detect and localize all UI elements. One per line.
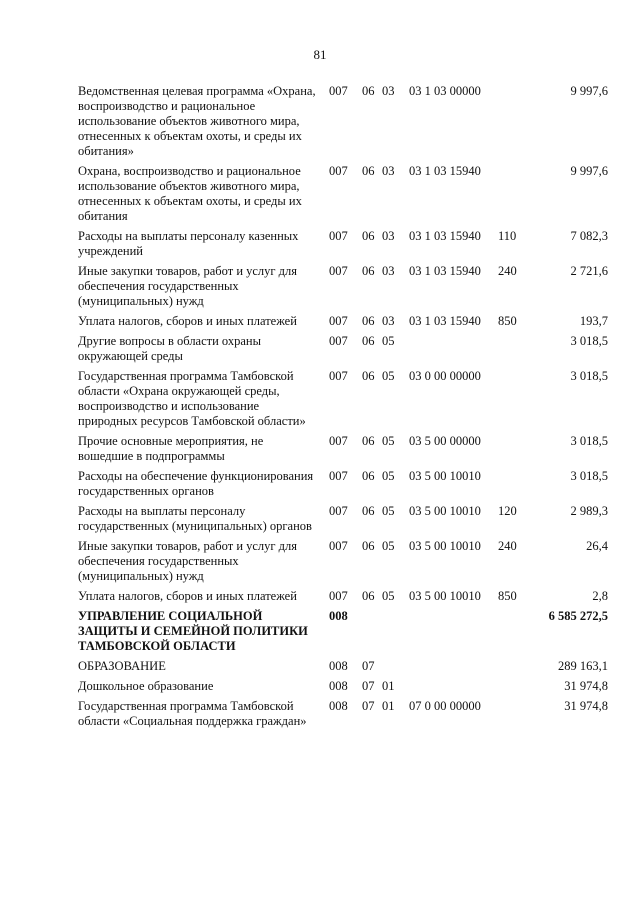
row-csr: 07 0 00 00000 — [409, 699, 481, 713]
row-pr: 03 — [382, 264, 395, 278]
table-row — [78, 164, 608, 224]
row-name: Уплата налогов, сборов и иных платежей — [78, 314, 297, 328]
table-row — [78, 434, 608, 464]
row-rz: 06 — [362, 369, 375, 383]
row-vr: 240 — [498, 539, 517, 553]
row-name: Прочие основные мероприятия, не вошедшие в подпрограммы — [78, 434, 264, 463]
table-row — [78, 539, 608, 584]
row-name: Иные закупки товаров, работ и услуг для обеспечения государственных (муниципальных) нужд — [78, 539, 298, 583]
row-name: Дошкольное образование — [78, 679, 214, 693]
table-row — [78, 469, 608, 499]
row-name: Расходы на выплаты персоналу казенных учреждений — [78, 229, 299, 258]
row-rz: 07 — [362, 679, 375, 693]
row-rz: 06 — [362, 264, 375, 278]
table-row — [78, 504, 608, 534]
row-ved: 007 — [329, 314, 348, 328]
row-sum: 2 989,3 — [570, 504, 608, 518]
row-pr: 01 — [382, 699, 395, 713]
row-sum: 289 163,1 — [558, 659, 608, 673]
row-rz: 06 — [362, 314, 375, 328]
row-sum: 31 974,8 — [564, 699, 608, 713]
table-row — [78, 314, 608, 329]
row-sum: 31 974,8 — [564, 679, 608, 693]
row-sum: 6 585 272,5 — [548, 609, 608, 623]
row-rz: 06 — [362, 229, 375, 243]
row-name: Государственная программа Тамбовской области «Охрана окружающей среды, воспроизводство и использование природных ресурсов Тамбовской области» — [78, 369, 306, 428]
row-pr: 03 — [382, 314, 395, 328]
row-ved: 007 — [329, 164, 348, 178]
row-vr: 850 — [498, 589, 517, 603]
row-ved: 008 — [329, 699, 348, 713]
table-row — [78, 264, 608, 309]
row-rz: 07 — [362, 659, 375, 673]
row-ved: 007 — [329, 469, 348, 483]
row-pr: 05 — [382, 369, 395, 383]
table-row-department — [78, 609, 608, 654]
row-pr: 05 — [382, 434, 395, 448]
row-ved: 007 — [329, 264, 348, 278]
row-csr: 03 5 00 10010 — [409, 469, 481, 483]
row-pr: 03 — [382, 164, 395, 178]
row-sum: 2 721,6 — [570, 264, 608, 278]
row-name: Государственная программа Тамбовской области «Социальная поддержка граждан» — [78, 699, 307, 728]
row-csr: 03 5 00 00000 — [409, 434, 481, 448]
row-csr: 03 1 03 15940 — [409, 229, 481, 243]
row-sum: 26,4 — [586, 539, 608, 553]
row-name: Расходы на выплаты персоналу государственных (муниципальных) органов — [78, 504, 312, 533]
row-pr: 05 — [382, 469, 395, 483]
budget-table — [78, 84, 608, 734]
table-row — [78, 84, 608, 159]
row-sum: 3 018,5 — [570, 434, 608, 448]
row-ved: 007 — [329, 84, 348, 98]
row-ved: 007 — [329, 434, 348, 448]
row-sum: 3 018,5 — [570, 369, 608, 383]
table-row — [78, 589, 608, 604]
row-rz: 06 — [362, 539, 375, 553]
row-rz: 06 — [362, 589, 375, 603]
page-number: 81 — [313, 47, 327, 62]
row-ved: 008 — [329, 679, 348, 693]
table-row — [78, 679, 608, 694]
row-name: Другие вопросы в области охраны окружающей среды — [78, 334, 262, 363]
row-vr: 240 — [498, 264, 517, 278]
row-rz: 06 — [362, 434, 375, 448]
row-name: ОБРАЗОВАНИЕ — [78, 659, 166, 673]
row-name: Уплата налогов, сборов и иных платежей — [78, 589, 297, 603]
row-sum: 9 997,6 — [570, 84, 608, 98]
row-csr: 03 1 03 00000 — [409, 84, 481, 98]
row-pr: 05 — [382, 589, 395, 603]
row-rz: 06 — [362, 504, 375, 518]
row-name: Иные закупки товаров, работ и услуг для обеспечения государственных (муниципальных) нужд — [78, 264, 298, 308]
row-name: Ведомственная целевая программа «Охрана, воспроизводство и рациональное использование объектов животного мира, отнесенных к объектам охоты, и среды их обитания» — [78, 84, 316, 158]
row-csr: 03 0 00 00000 — [409, 369, 481, 383]
table-row — [78, 369, 608, 429]
row-ved: 008 — [329, 659, 348, 673]
row-vr: 850 — [498, 314, 517, 328]
row-vr: 110 — [498, 229, 517, 243]
row-name: Охрана, воспроизводство и рациональное использование объектов животного мира, отнесенных к объектам охоты, и среды их обитания — [78, 164, 302, 223]
row-rz: 07 — [362, 699, 375, 713]
row-ved: 007 — [329, 589, 348, 603]
row-sum: 3 018,5 — [570, 469, 608, 483]
row-pr: 03 — [382, 229, 395, 243]
row-ved: 008 — [329, 609, 348, 623]
row-ved: 007 — [329, 539, 348, 553]
row-rz: 06 — [362, 334, 375, 348]
table-row — [78, 334, 608, 364]
row-rz: 06 — [362, 84, 375, 98]
row-pr: 01 — [382, 679, 395, 693]
row-csr: 03 5 00 10010 — [409, 539, 481, 553]
table-row — [78, 229, 608, 259]
row-rz: 06 — [362, 469, 375, 483]
row-sum: 2,8 — [592, 589, 608, 603]
row-ved: 007 — [329, 504, 348, 518]
row-rz: 06 — [362, 164, 375, 178]
row-pr: 03 — [382, 84, 395, 98]
row-name: УПРАВЛЕНИЕ СОЦИАЛЬНОЙ ЗАЩИТЫ И СЕМЕЙНОЙ ПОЛИТИКИ ТАМБОВСКОЙ ОБЛАСТИ — [78, 609, 308, 653]
table-row — [78, 699, 608, 729]
row-name: Расходы на обеспечение функционирования государственных органов — [78, 469, 314, 498]
row-ved: 007 — [329, 334, 348, 348]
row-sum: 9 997,6 — [570, 164, 608, 178]
table-row — [78, 659, 608, 674]
row-ved: 007 — [329, 369, 348, 383]
row-csr: 03 1 03 15940 — [409, 264, 481, 278]
row-csr: 03 1 03 15940 — [409, 314, 481, 328]
row-ved: 007 — [329, 229, 348, 243]
row-sum: 3 018,5 — [570, 334, 608, 348]
row-pr: 05 — [382, 334, 395, 348]
row-csr: 03 5 00 10010 — [409, 504, 481, 518]
row-pr: 05 — [382, 504, 395, 518]
row-sum: 193,7 — [579, 314, 608, 328]
row-csr: 03 1 03 15940 — [409, 164, 481, 178]
row-vr: 120 — [498, 504, 517, 518]
row-sum: 7 082,3 — [570, 229, 608, 243]
row-pr: 05 — [382, 539, 395, 553]
row-csr: 03 5 00 10010 — [409, 589, 481, 603]
